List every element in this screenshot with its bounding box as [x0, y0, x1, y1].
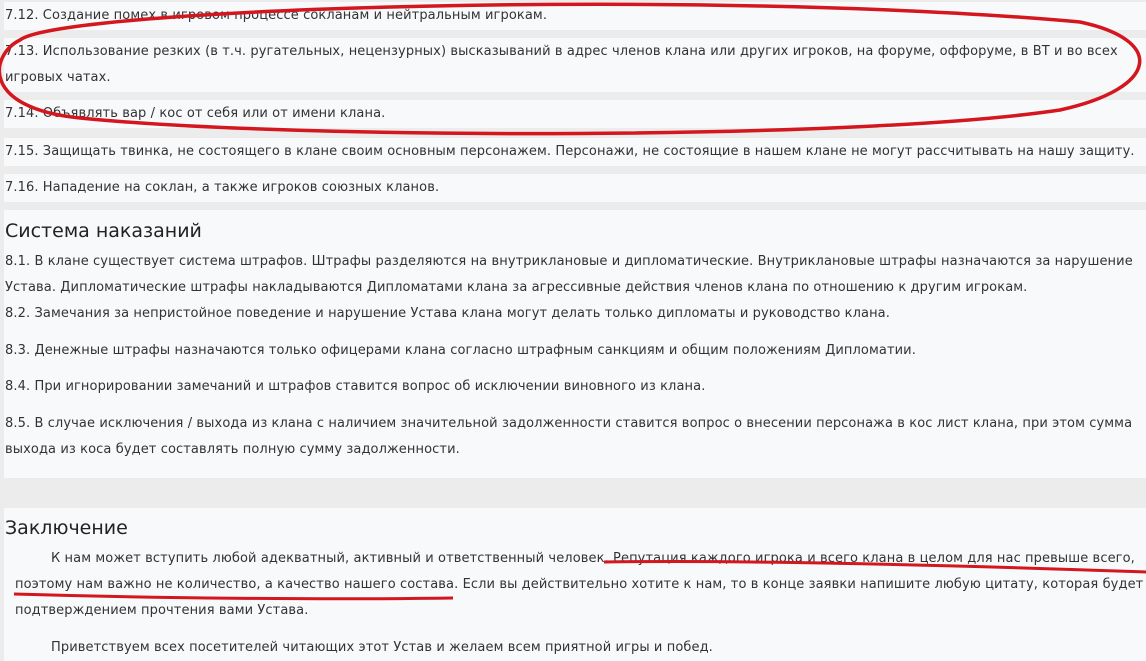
section-heading-punishments: Система наказаний: [5, 220, 202, 242]
conclusion-p2: Приветствуем всех посетителей читающих этот Устав и желаем всем приятной игры и побед.: [51, 640, 713, 655]
conclusion-text: К нам может вступить любой адекватный, активный и ответственный человек.: [51, 551, 614, 566]
rule-7-16: 7.16. Нападение на соклан, а также игроков союзных кланов.: [5, 180, 440, 195]
conclusion-p1-line1: [5, 546, 1138, 572]
rule-8-4: 8.4. При игнорировании замечаний и штрафов ставится вопрос об исключении виновного из клана.: [5, 379, 706, 394]
rule-7-13-line1: 7.13. Использование резких (в т.ч. ругательных, нецензурных) высказываний в адрес членов клана или других игроков, на форуме, оффоруме, в ВТ и во всех: [5, 44, 1118, 59]
conclusion-p1-line3: подтверждением прочтения вами Устава.: [15, 603, 309, 618]
rule-8-5-line2: выхода из коса будет составлять полную сумму задолженности.: [5, 442, 460, 457]
rule-7-13-line2: игровых чатах.: [5, 70, 111, 85]
rule-8-2: 8.2. Замечания за непристойное поведение и нарушение Устава клана могут делать только дипломаты и руководство клана.: [5, 306, 890, 321]
rule-8-3: 8.3. Денежные штрафы назначаются только офицерами клана согласно штрафным санкциям и общим положениям Дипломатии.: [5, 343, 916, 358]
rule-7-15: 7.15. Защищать твинка, не состоящего в клане своим основным персонажем. Персонажи, не состоящие в нашем клане не могут рассчитывать на нашу защиту.: [5, 144, 1135, 159]
rule-7-12: 7.12. Создание помех в игровом процессе сокланам и нейтральным игрокам.: [5, 8, 548, 23]
rule-7-14: 7.14. Объявлять вар / кос от себя или от имени клана.: [5, 106, 386, 121]
rule-8-1-line2: Устава. Дипломатические штрафы накладываются Дипломатами клана за агрессивные действия членов клана по отношению к другим игрокам.: [5, 280, 1028, 295]
rule-8-5-line1: 8.5. В случае исключения / выхода из клана с наличием значительной задолженности ставится вопрос о внесении персонажа в кос лист клана, при этом сумма: [5, 416, 1133, 431]
section-heading-conclusion: Заключение: [5, 517, 128, 539]
conclusion-p1-line2: [15, 572, 1144, 598]
highlighted-text: поэтому нам важно не количество, а качество нашего состава: [15, 577, 455, 592]
rule-8-1-line1: 8.1. В клане существует система штрафов. Штрафы разделяются на внутриклановые и дипломатические. Внутриклановые штрафы назначаются за нарушение: [5, 254, 1133, 269]
conclusion-text: . Если вы действительно хотите к нам, то в конце заявки напишите любую цитату, которая будет: [454, 577, 1144, 592]
highlighted-text: Репутация каждого игрока и всего клана в целом для нас превыше всего,: [613, 551, 1135, 566]
